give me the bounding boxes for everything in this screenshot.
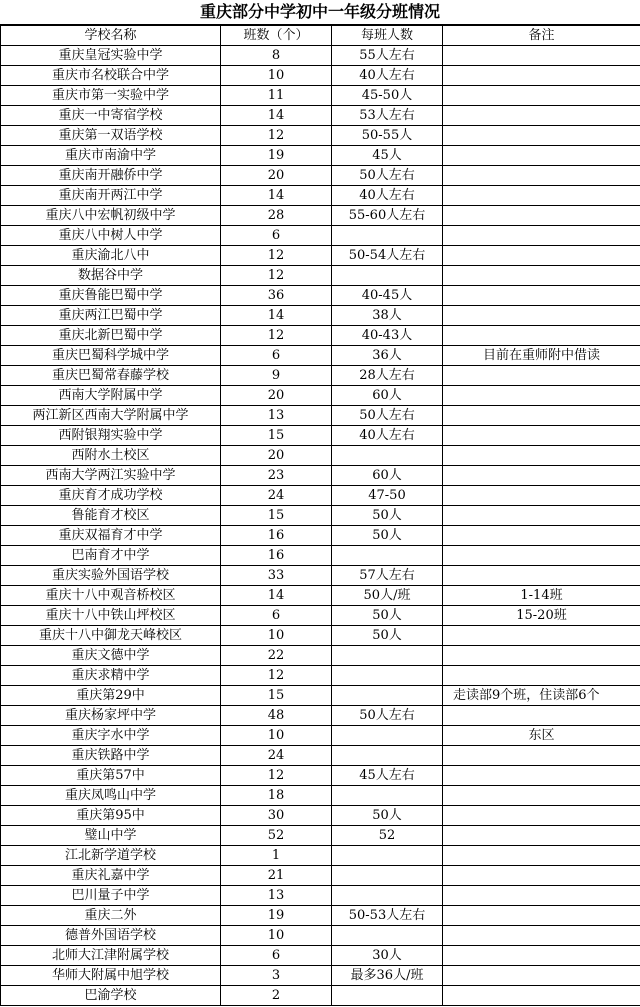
- class-count-cell: 10: [221, 726, 332, 746]
- class-count-cell: 3: [221, 966, 332, 986]
- table-row: [1, 986, 640, 1006]
- students-per-class-cell: [332, 746, 443, 766]
- table-row: [1, 446, 640, 466]
- students-per-class-cell: [332, 266, 443, 286]
- school-name-cell: 西附银翔实验中学: [1, 426, 221, 446]
- table-row: [1, 866, 640, 886]
- school-name-cell: 鲁能育才校区: [1, 506, 221, 526]
- table-row: [1, 846, 640, 866]
- table-row: [1, 966, 640, 986]
- school-name-cell: 两江新区西南大学附属中学: [1, 406, 221, 426]
- school-name-cell: 重庆巴蜀常春藤学校: [1, 366, 221, 386]
- class-count-cell: 9: [221, 366, 332, 386]
- remark-cell: [443, 526, 640, 546]
- remark-cell: [443, 506, 640, 526]
- students-per-class-cell: [332, 726, 443, 746]
- class-count-cell: 21: [221, 866, 332, 886]
- students-per-class-cell: [332, 886, 443, 906]
- students-per-class-cell: 50人: [332, 806, 443, 826]
- class-count-cell: 24: [221, 486, 332, 506]
- class-count-cell: 48: [221, 706, 332, 726]
- school-name-cell: 重庆文德中学: [1, 646, 221, 666]
- school-name-cell: 重庆渝北八中: [1, 246, 221, 266]
- school-name-cell: 重庆两江巴蜀中学: [1, 306, 221, 326]
- students-per-class-cell: 52: [332, 826, 443, 846]
- students-per-class-cell: [332, 986, 443, 1006]
- table-row: [1, 706, 640, 726]
- remark-cell: [443, 986, 640, 1006]
- table-row: [1, 746, 640, 766]
- school-name-cell: 重庆二外: [1, 906, 221, 926]
- class-count-cell: 24: [221, 746, 332, 766]
- students-per-class-cell: [332, 546, 443, 566]
- class-count-cell: 19: [221, 146, 332, 166]
- table-row: [1, 526, 640, 546]
- class-count-cell: 13: [221, 406, 332, 426]
- table-row: [1, 666, 640, 686]
- sheet-title: 重庆部分中学初中一年级分班情况: [0, 0, 640, 25]
- school-name-cell: 重庆凤鸣山中学: [1, 786, 221, 806]
- school-name-cell: 重庆南开融侨中学: [1, 166, 221, 186]
- class-count-cell: 12: [221, 126, 332, 146]
- students-per-class-cell: 60人: [332, 386, 443, 406]
- remark-cell: [443, 926, 640, 946]
- remark-cell: [443, 766, 640, 786]
- table-row: [1, 366, 640, 386]
- class-count-cell: 10: [221, 926, 332, 946]
- table-row: [1, 806, 640, 826]
- students-per-class-cell: 40人左右: [332, 426, 443, 446]
- school-name-cell: 江北新学道学校: [1, 846, 221, 866]
- students-per-class-cell: 50人: [332, 606, 443, 626]
- header-remarks: 备注: [443, 26, 640, 46]
- students-per-class-cell: [332, 226, 443, 246]
- table-row: [1, 186, 640, 206]
- students-per-class-cell: 40-45人: [332, 286, 443, 306]
- class-count-cell: 6: [221, 346, 332, 366]
- header-students-per-class: 每班人数: [332, 26, 443, 46]
- students-per-class-cell: [332, 446, 443, 466]
- remark-cell: 目前在重师附中借读: [443, 346, 640, 366]
- remark-cell: 东区: [443, 726, 640, 746]
- school-name-cell: 璧山中学: [1, 826, 221, 846]
- remark-cell: [443, 486, 640, 506]
- remark-cell: [443, 906, 640, 926]
- class-count-cell: 30: [221, 806, 332, 826]
- remark-cell: [443, 266, 640, 286]
- remark-cell: [443, 366, 640, 386]
- class-count-cell: 33: [221, 566, 332, 586]
- students-per-class-cell: 40人左右: [332, 186, 443, 206]
- table-row: [1, 86, 640, 106]
- students-per-class-cell: 最多36人/班: [332, 966, 443, 986]
- school-name-cell: 重庆育才成功学校: [1, 486, 221, 506]
- table-row: [1, 206, 640, 226]
- remark-cell: [443, 226, 640, 246]
- students-per-class-cell: 50-54人左右: [332, 246, 443, 266]
- class-count-cell: 52: [221, 826, 332, 846]
- students-per-class-cell: 30人: [332, 946, 443, 966]
- students-per-class-cell: 28人左右: [332, 366, 443, 386]
- table-row: [1, 406, 640, 426]
- school-name-cell: 数据谷中学: [1, 266, 221, 286]
- school-name-cell: 重庆字水中学: [1, 726, 221, 746]
- school-name-cell: 重庆双福育才中学: [1, 526, 221, 546]
- class-count-cell: 11: [221, 86, 332, 106]
- remark-cell: [443, 426, 640, 446]
- school-name-cell: 重庆铁路中学: [1, 746, 221, 766]
- remark-cell: [443, 666, 640, 686]
- class-count-cell: 10: [221, 626, 332, 646]
- header-school-name: 学校名称: [1, 26, 221, 46]
- class-count-cell: 12: [221, 326, 332, 346]
- class-count-cell: 18: [221, 786, 332, 806]
- school-name-cell: 重庆市第一实验中学: [1, 86, 221, 106]
- remark-cell: 15-20班: [443, 606, 640, 626]
- table-row: [1, 66, 640, 86]
- school-name-cell: 西南大学附属中学: [1, 386, 221, 406]
- remark-cell: [443, 466, 640, 486]
- school-name-cell: 重庆市南渝中学: [1, 146, 221, 166]
- table-row: [1, 906, 640, 926]
- header-class-count: 班数（个）: [221, 26, 332, 46]
- table-row: [1, 926, 640, 946]
- class-count-cell: 6: [221, 226, 332, 246]
- class-count-cell: 2: [221, 986, 332, 1006]
- class-count-cell: 19: [221, 906, 332, 926]
- class-count-cell: 12: [221, 246, 332, 266]
- table-row: [1, 786, 640, 806]
- students-per-class-cell: 40-43人: [332, 326, 443, 346]
- remark-cell: [443, 46, 640, 66]
- class-count-cell: 15: [221, 506, 332, 526]
- table-body: [1, 46, 640, 1006]
- table-row: [1, 466, 640, 486]
- class-count-cell: 20: [221, 446, 332, 466]
- remark-cell: [443, 786, 640, 806]
- students-per-class-cell: 50人左右: [332, 166, 443, 186]
- remark-cell: [443, 66, 640, 86]
- students-per-class-cell: 50人/班: [332, 586, 443, 606]
- remark-cell: [443, 566, 640, 586]
- table-row: [1, 586, 640, 606]
- students-per-class-cell: 53人左右: [332, 106, 443, 126]
- class-count-cell: 20: [221, 386, 332, 406]
- table-row: [1, 426, 640, 446]
- table-row: [1, 606, 640, 626]
- class-count-cell: 12: [221, 666, 332, 686]
- table-row: [1, 506, 640, 526]
- school-name-cell: 重庆一中寄宿学校: [1, 106, 221, 126]
- remark-cell: [443, 866, 640, 886]
- remark-cell: [443, 126, 640, 146]
- class-count-cell: 28: [221, 206, 332, 226]
- table-row: [1, 166, 640, 186]
- remark-cell: [443, 406, 640, 426]
- class-count-cell: 14: [221, 306, 332, 326]
- students-per-class-cell: 36人: [332, 346, 443, 366]
- class-count-cell: 22: [221, 646, 332, 666]
- students-per-class-cell: 40人左右: [332, 66, 443, 86]
- school-name-cell: 重庆求精中学: [1, 666, 221, 686]
- table-row: [1, 146, 640, 166]
- header-row: [1, 26, 640, 46]
- students-per-class-cell: 57人左右: [332, 566, 443, 586]
- table-row: [1, 646, 640, 666]
- students-per-class-cell: [332, 646, 443, 666]
- remark-cell: [443, 746, 640, 766]
- class-count-cell: 10: [221, 66, 332, 86]
- table-row: [1, 226, 640, 246]
- remark-cell: [443, 186, 640, 206]
- school-name-cell: 重庆十八中观音桥校区: [1, 586, 221, 606]
- class-count-cell: 14: [221, 586, 332, 606]
- table-row: [1, 766, 640, 786]
- table-row: [1, 386, 640, 406]
- students-per-class-cell: 50人: [332, 526, 443, 546]
- class-count-cell: 23: [221, 466, 332, 486]
- remark-cell: [443, 326, 640, 346]
- class-count-cell: 16: [221, 526, 332, 546]
- school-name-cell: 重庆市名校联合中学: [1, 66, 221, 86]
- students-per-class-cell: 45人左右: [332, 766, 443, 786]
- students-per-class-cell: 45-50人: [332, 86, 443, 106]
- remark-cell: 走读部9个班，住读部6个: [443, 686, 640, 706]
- class-count-cell: 20: [221, 166, 332, 186]
- remark-cell: 1-14班: [443, 586, 640, 606]
- school-name-cell: 北师大江津附属学校: [1, 946, 221, 966]
- students-per-class-cell: 50人左右: [332, 406, 443, 426]
- class-count-cell: 15: [221, 426, 332, 446]
- remark-cell: [443, 706, 640, 726]
- school-name-cell: 重庆八中宏帆初级中学: [1, 206, 221, 226]
- class-count-cell: 13: [221, 886, 332, 906]
- school-name-cell: 重庆第57中: [1, 766, 221, 786]
- school-name-cell: 巴南育才中学: [1, 546, 221, 566]
- students-per-class-cell: 50-53人左右: [332, 906, 443, 926]
- students-per-class-cell: 55人左右: [332, 46, 443, 66]
- students-per-class-cell: 50人: [332, 626, 443, 646]
- school-name-cell: 重庆南开两江中学: [1, 186, 221, 206]
- table-row: [1, 946, 640, 966]
- students-per-class-cell: [332, 786, 443, 806]
- school-name-cell: 西附水土校区: [1, 446, 221, 466]
- school-name-cell: 德普外国语学校: [1, 926, 221, 946]
- school-name-cell: 重庆杨家坪中学: [1, 706, 221, 726]
- class-table: [0, 25, 640, 1006]
- school-name-cell: 西南大学两江实验中学: [1, 466, 221, 486]
- remark-cell: [443, 446, 640, 466]
- class-count-cell: 8: [221, 46, 332, 66]
- students-per-class-cell: 50人左右: [332, 706, 443, 726]
- school-name-cell: 重庆八中树人中学: [1, 226, 221, 246]
- table-row: [1, 246, 640, 266]
- table-row: [1, 106, 640, 126]
- class-count-cell: 6: [221, 946, 332, 966]
- remark-cell: [443, 246, 640, 266]
- remark-cell: [443, 286, 640, 306]
- table-row: [1, 346, 640, 366]
- remark-cell: [443, 146, 640, 166]
- students-per-class-cell: 55-60人左右: [332, 206, 443, 226]
- students-per-class-cell: 50-55人: [332, 126, 443, 146]
- class-count-cell: 12: [221, 766, 332, 786]
- remark-cell: [443, 946, 640, 966]
- school-name-cell: 重庆十八中铁山坪校区: [1, 606, 221, 626]
- students-per-class-cell: 47-50: [332, 486, 443, 506]
- remark-cell: [443, 106, 640, 126]
- students-per-class-cell: [332, 686, 443, 706]
- remark-cell: [443, 806, 640, 826]
- school-name-cell: 华师大附属中旭学校: [1, 966, 221, 986]
- students-per-class-cell: 38人: [332, 306, 443, 326]
- table-row: [1, 686, 640, 706]
- table-row: [1, 126, 640, 146]
- table-row: [1, 566, 640, 586]
- school-name-cell: 重庆十八中御龙天峰校区: [1, 626, 221, 646]
- school-name-cell: 重庆第一双语学校: [1, 126, 221, 146]
- remark-cell: [443, 626, 640, 646]
- class-count-cell: 6: [221, 606, 332, 626]
- remark-cell: [443, 886, 640, 906]
- school-name-cell: 巴渝学校: [1, 986, 221, 1006]
- remark-cell: [443, 646, 640, 666]
- remark-cell: [443, 386, 640, 406]
- remark-cell: [443, 306, 640, 326]
- class-count-cell: 14: [221, 186, 332, 206]
- school-name-cell: 巴川量子中学: [1, 886, 221, 906]
- table-row: [1, 886, 640, 906]
- class-count-cell: 14: [221, 106, 332, 126]
- school-name-cell: 重庆礼嘉中学: [1, 866, 221, 886]
- remark-cell: [443, 966, 640, 986]
- remark-cell: [443, 166, 640, 186]
- school-name-cell: 重庆第29中: [1, 686, 221, 706]
- students-per-class-cell: 45人: [332, 146, 443, 166]
- table-row: [1, 46, 640, 66]
- students-per-class-cell: [332, 866, 443, 886]
- table-row: [1, 726, 640, 746]
- school-name-cell: 重庆巴蜀科学城中学: [1, 346, 221, 366]
- table-row: [1, 546, 640, 566]
- students-per-class-cell: [332, 666, 443, 686]
- students-per-class-cell: 60人: [332, 466, 443, 486]
- students-per-class-cell: [332, 926, 443, 946]
- table-row: [1, 826, 640, 846]
- students-per-class-cell: [332, 846, 443, 866]
- table-row: [1, 286, 640, 306]
- table-row: [1, 326, 640, 346]
- remark-cell: [443, 546, 640, 566]
- class-count-cell: 1: [221, 846, 332, 866]
- table-row: [1, 626, 640, 646]
- remark-cell: [443, 846, 640, 866]
- table-row: [1, 486, 640, 506]
- remark-cell: [443, 826, 640, 846]
- school-name-cell: 重庆皇冠实验中学: [1, 46, 221, 66]
- table-row: [1, 266, 640, 286]
- table-row: [1, 306, 640, 326]
- class-count-cell: 16: [221, 546, 332, 566]
- remark-cell: [443, 86, 640, 106]
- students-per-class-cell: 50人: [332, 506, 443, 526]
- school-name-cell: 重庆北新巴蜀中学: [1, 326, 221, 346]
- school-name-cell: 重庆鲁能巴蜀中学: [1, 286, 221, 306]
- school-name-cell: 重庆第95中: [1, 806, 221, 826]
- class-count-cell: 12: [221, 266, 332, 286]
- class-count-cell: 15: [221, 686, 332, 706]
- remark-cell: [443, 206, 640, 226]
- class-count-cell: 36: [221, 286, 332, 306]
- school-name-cell: 重庆实验外国语学校: [1, 566, 221, 586]
